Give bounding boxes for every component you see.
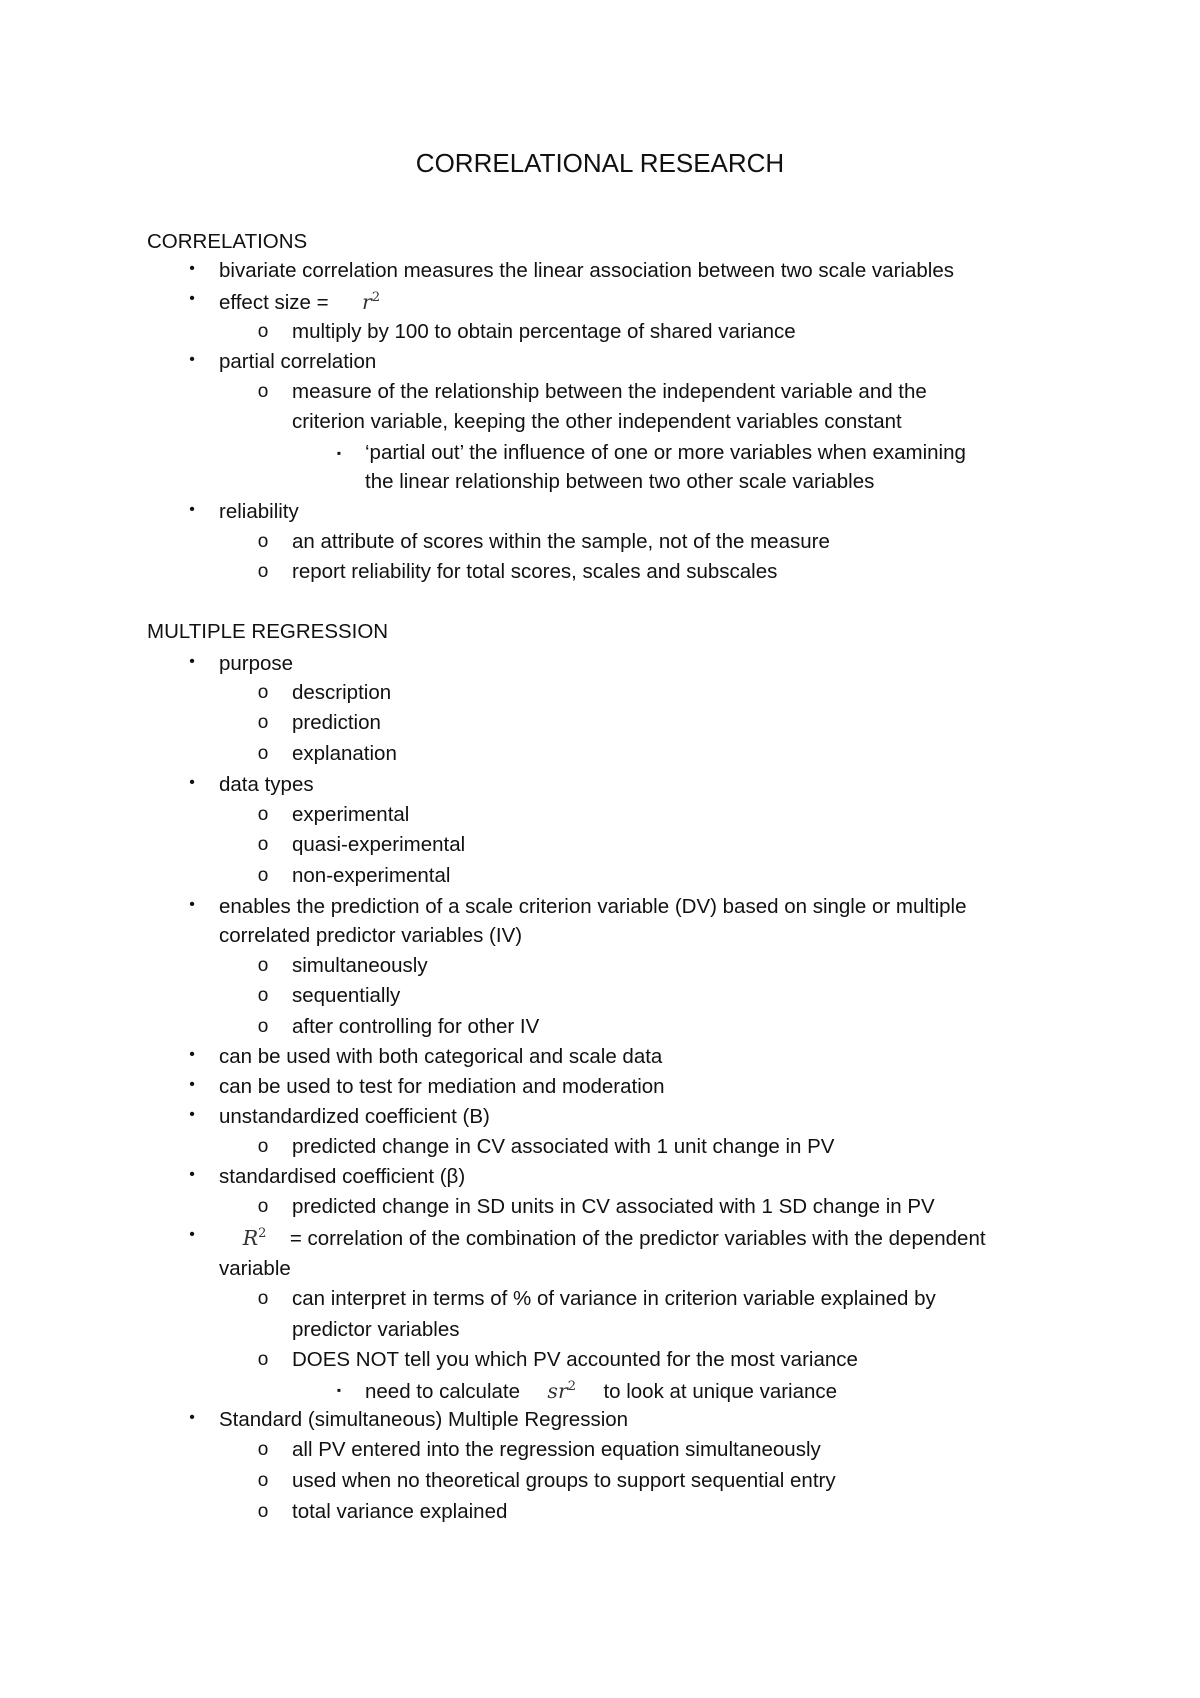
- list-item-continuation: criterion variable, keeping the other independent variables constant: [292, 410, 902, 433]
- bullet-icon: •: [189, 1409, 195, 1426]
- bullet-icon: •: [189, 1226, 195, 1243]
- list-item: o non-experimental: [292, 866, 450, 887]
- effect-size-label: effect size =: [219, 290, 329, 314]
- list-item: o after controlling for other IV: [292, 1017, 539, 1038]
- circle-bullet-icon: o: [257, 1288, 269, 1309]
- sr-squared-symbol: $sr^2$: [547, 1378, 577, 1403]
- list-item: o multiply by 100 to obtain percentage of shared variance: [292, 322, 796, 343]
- list-item: o total variance explained: [292, 1502, 507, 1523]
- list-item-continuation: correlated predictor variables (IV): [219, 924, 523, 947]
- list-item: o explanation: [292, 744, 397, 765]
- circle-bullet-icon: o: [257, 834, 269, 855]
- list-item: • partial correlation: [219, 352, 376, 373]
- bullet-icon: •: [189, 290, 195, 307]
- list-item: • Standard (simultaneous) Multiple Regression: [219, 1410, 628, 1431]
- circle-bullet-icon: o: [257, 1136, 269, 1157]
- circle-bullet-icon: o: [257, 1016, 269, 1037]
- circle-bullet-icon: o: [257, 955, 269, 976]
- list-item: o prediction: [292, 713, 381, 734]
- list-item: o used when no theoretical groups to support sequential entry: [292, 1471, 836, 1492]
- list-item: • can be used with both categorical and scale data: [219, 1047, 662, 1068]
- circle-bullet-icon: o: [257, 682, 269, 703]
- square-bullet-icon: ▪: [336, 1383, 342, 1397]
- list-item: o all PV entered into the regression equation simultaneously: [292, 1440, 821, 1461]
- list-item-sr-squared: ▪ need to calculate $sr^2$ to look at unique variance: [365, 1380, 837, 1402]
- circle-bullet-icon: o: [257, 985, 269, 1006]
- list-item: • enables the prediction of a scale criterion variable (DV) based on single or multiple: [219, 897, 967, 918]
- list-item: • reliability: [219, 502, 299, 523]
- circle-bullet-icon: o: [257, 381, 269, 402]
- bullet-icon: •: [189, 1106, 195, 1123]
- list-item: • can be used to test for mediation and moderation: [219, 1077, 665, 1098]
- list-item: o predicted change in SD units in CV associated with 1 SD change in PV: [292, 1197, 935, 1218]
- list-item: o an attribute of scores within the sample, not of the measure: [292, 532, 830, 553]
- bullet-icon: •: [189, 260, 195, 277]
- list-item: • unstandardized coefficient (B): [219, 1107, 490, 1128]
- circle-bullet-icon: o: [257, 561, 269, 582]
- list-item: o DOES NOT tell you which PV accounted for the most variance: [292, 1350, 858, 1371]
- page-title: CORRELATIONAL RESEARCH: [415, 148, 785, 178]
- bullet-icon: •: [189, 896, 195, 913]
- list-item: o can interpret in terms of % of variance in criterion variable explained by: [292, 1289, 936, 1310]
- list-item: o simultaneously: [292, 956, 428, 977]
- list-item-r-squared: • $R^2$ = correlation of the combination of the predictor variables with the dependent: [219, 1227, 986, 1249]
- circle-bullet-icon: o: [257, 804, 269, 825]
- list-item: • standardised coefficient (β): [219, 1167, 465, 1188]
- bullet-icon: •: [189, 1046, 195, 1063]
- section-heading-multiple-regression: MULTIPLE REGRESSION: [147, 620, 389, 643]
- circle-bullet-icon: o: [257, 743, 269, 764]
- list-item: ▪ ‘partial out’ the influence of one or more variables when examining: [365, 443, 966, 464]
- list-item: o predicted change in CV associated with 1 unit change in PV: [292, 1137, 834, 1158]
- circle-bullet-icon: o: [257, 865, 269, 886]
- list-item: • data types: [219, 775, 314, 796]
- bullet-icon: •: [189, 774, 195, 791]
- bullet-icon: •: [189, 1166, 195, 1183]
- circle-bullet-icon: o: [257, 1501, 269, 1522]
- list-item-effect-size: [189, 289, 381, 314]
- list-item-continuation: the linear relationship between two other scale variables: [365, 470, 875, 493]
- bullet-icon: •: [189, 1076, 195, 1093]
- section-heading-correlations: CORRELATIONS: [147, 230, 308, 253]
- circle-bullet-icon: o: [257, 712, 269, 733]
- circle-bullet-icon: o: [257, 1439, 269, 1460]
- list-item: o description: [292, 683, 391, 704]
- list-item: • purpose: [219, 654, 293, 675]
- list-item: o quasi-experimental: [292, 835, 465, 856]
- list-item: o experimental: [292, 805, 409, 826]
- r-squared-symbol: $R^2$: [242, 1225, 267, 1250]
- r-squared-formula: $r^2$: [362, 289, 381, 314]
- circle-bullet-icon: o: [257, 1349, 269, 1370]
- list-item: o report reliability for total scores, scales and subscales: [292, 562, 777, 583]
- square-bullet-icon: ▪: [336, 446, 342, 460]
- list-item: o measure of the relationship between the independent variable and the: [292, 382, 927, 403]
- list-item-continuation: predictor variables: [292, 1318, 460, 1341]
- list-item: o sequentially: [292, 986, 400, 1007]
- circle-bullet-icon: o: [257, 531, 269, 552]
- circle-bullet-icon: o: [257, 1470, 269, 1491]
- bullet-icon: •: [189, 501, 195, 518]
- list-item-continuation: variable: [219, 1257, 291, 1280]
- circle-bullet-icon: o: [257, 321, 269, 342]
- circle-bullet-icon: o: [257, 1196, 269, 1217]
- bullet-icon: •: [189, 351, 195, 368]
- bullet-icon: •: [189, 653, 195, 670]
- list-item: • bivariate correlation measures the linear association between two scale variables: [219, 261, 954, 282]
